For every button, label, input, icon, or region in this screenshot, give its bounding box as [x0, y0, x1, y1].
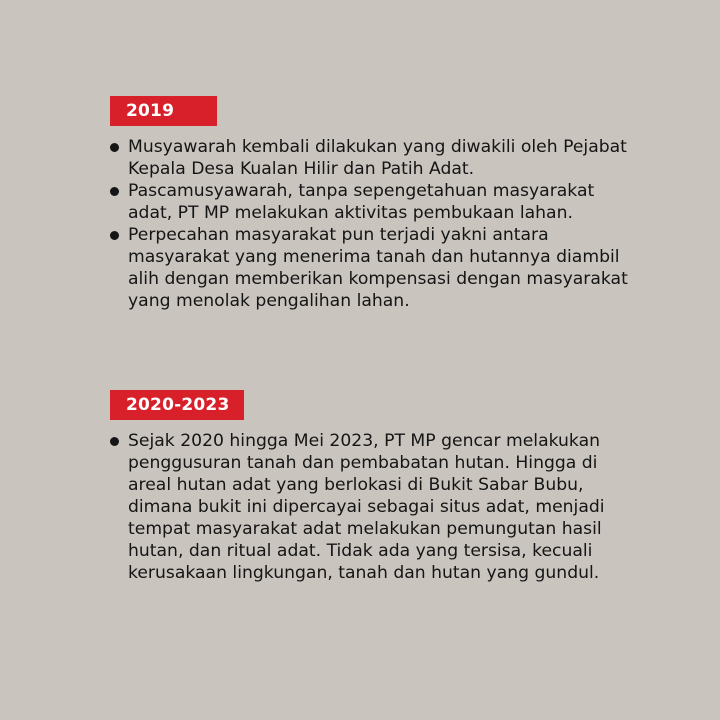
section-2020-2023 — [110, 390, 630, 584]
bullet-icon — [110, 437, 119, 446]
bullet-icon — [110, 231, 119, 240]
list-item-text: Pascamusyawarah, tanpa sepengetahuan masyarakat adat, PT MP melakukan aktivitas pembukaan lahan. — [128, 181, 595, 223]
year-tag-2019: 2019 — [110, 96, 217, 126]
list-item — [110, 224, 630, 312]
list-item-text: Sejak 2020 hingga Mei 2023, PT MP gencar melakukan penggusuran tanah dan pembabatan hutan. Hingga di areal hutan adat yang berlokasi di Bukit Sabar Bubu, dimana bukit ini dipercayai sebagai situs adat, menjadi tempat masyarakat adat melakukan pemungutan hasil hutan, dan ritual adat. Tidak ada yang tersisa, kecuali kerusakaan lingkungan, tanah dan hutan yang gundul. — [128, 431, 605, 583]
list-item-text: Musyawarah kembali dilakukan yang diwakili oleh Pejabat Kepala Desa Kualan Hilir dan Patih Adat. — [128, 137, 627, 179]
list-item — [110, 430, 630, 584]
list-item — [110, 136, 630, 180]
bullet-icon — [110, 143, 119, 152]
bullet-icon — [110, 187, 119, 196]
bullet-list-2019 — [110, 136, 630, 312]
list-item-text: Perpecahan masyarakat pun terjadi yakni antara masyarakat yang menerima tanah dan hutannya diambil alih dengan memberikan kompensasi dengan masyarakat yang menolak pengalihan lahan. — [128, 225, 628, 311]
list-item — [110, 180, 630, 224]
section-2019 — [110, 96, 630, 312]
year-tag-2020-2023: 2020-2023 — [110, 390, 244, 420]
bullet-list-2020-2023 — [110, 430, 630, 584]
